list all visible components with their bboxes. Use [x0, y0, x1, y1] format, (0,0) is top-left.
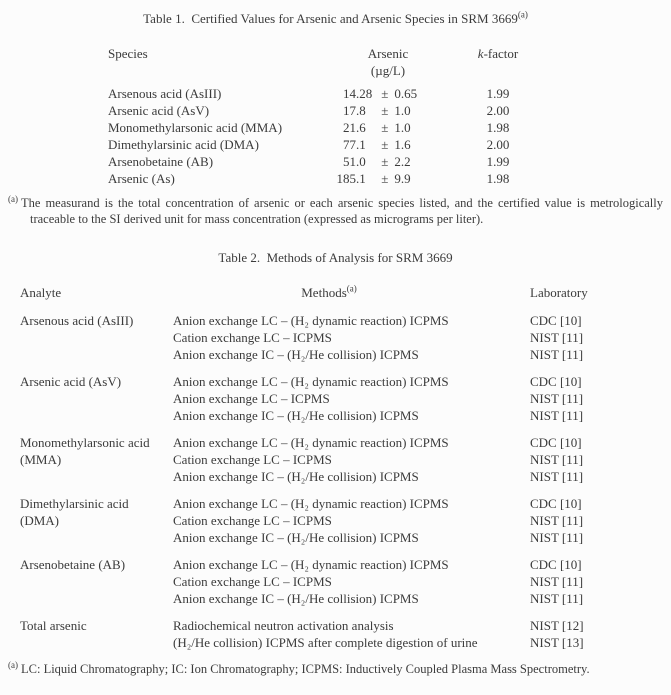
table1-row	[108, 102, 663, 119]
method-text: Anion exchange LC – (H₂ dynamic reaction) ICPMS	[173, 374, 449, 389]
laboratory-name: CDC [10]	[530, 374, 582, 389]
k-factor-value: 1.99	[486, 86, 510, 101]
method-entry	[173, 373, 650, 390]
method-text: Anion exchange IC – (H₂/He collision) ICPMS	[173, 530, 419, 545]
table2-body	[20, 312, 663, 651]
value-uncertainty: 2.2	[394, 154, 411, 169]
table2-footnote	[8, 661, 663, 677]
method-entry	[173, 495, 650, 512]
laboratory-name: NIST [11]	[530, 591, 584, 606]
method-text: Anion exchange IC – (H₂/He collision) ICPMS	[173, 408, 419, 423]
table2-header-methods	[173, 284, 485, 301]
table1-header-arsenic-label: Arsenic	[367, 46, 409, 61]
analyte-group	[20, 434, 663, 485]
analyte-name: Monomethylarsonic acid (MMA)	[20, 435, 150, 467]
method-entry	[173, 617, 650, 634]
arsenic-value	[318, 119, 458, 136]
value-fraction: 6	[359, 120, 366, 135]
value-decimal-point: .	[356, 137, 360, 152]
table1-header-kfactor-k: k	[477, 46, 484, 61]
table2-header-analyte: Analyte	[20, 285, 62, 300]
arsenic-value	[318, 136, 458, 153]
method-text: Cation exchange LC – ICPMS	[173, 330, 332, 345]
table1-title-text: Table 1. Certified Values for Arsenic and Arsenic Species in SRM 3669	[143, 11, 518, 26]
table2-footnote-text: LC: Liquid Chromatography; IC: Ion Chromatography; ICPMS: Inductively Coupled Plasma Mass Spectrometry.	[21, 662, 590, 676]
analyte-name: Arsenous acid (AsIII)	[20, 313, 134, 328]
value-fraction: 0	[359, 154, 366, 169]
method-entry	[173, 512, 650, 529]
method-entry	[173, 346, 650, 363]
table2-title: Table 2. Methods of Analysis for SRM 3669	[218, 250, 453, 265]
method-entry	[173, 556, 650, 573]
value-fraction: 1	[359, 171, 366, 186]
table1-footnote-marker: (a)	[8, 193, 18, 204]
table1-header-row	[108, 45, 663, 79]
laboratory-name: NIST [13]	[530, 635, 584, 650]
laboratory-name: NIST [11]	[530, 469, 584, 484]
laboratory-name: NIST [11]	[530, 574, 584, 589]
method-text: Cation exchange LC – ICPMS	[173, 513, 332, 528]
plus-minus-sign: ±	[381, 171, 389, 186]
analyte-group	[20, 495, 663, 546]
laboratory-name: CDC [10]	[530, 496, 582, 511]
species-name: Arsenobetaine (AB)	[108, 154, 214, 169]
value-integer: 14	[343, 86, 356, 101]
analyte-group	[20, 556, 663, 607]
value-uncertainty: 0.65	[394, 86, 418, 101]
value-decimal-point: .	[356, 171, 360, 186]
value-integer: 51	[343, 154, 356, 169]
value-uncertainty: 1.6	[394, 137, 411, 152]
table1-header-kfactor-rest: -factor	[483, 46, 519, 61]
table1-header-arsenic-unit: (µg/L)	[370, 63, 406, 78]
value-fraction: 8	[359, 103, 366, 118]
method-entry	[173, 634, 650, 651]
species-name: Arsenous acid (AsIII)	[108, 86, 222, 101]
analyte-group	[20, 312, 663, 363]
method-entries	[173, 434, 650, 485]
table1-footnote-text: The measurand is the total concentration of arsenic or each arsenic species listed, and the certified value is metrologically traceable to the SI derived unit for mass concentration (expressed as micrograms per liter).	[21, 196, 663, 226]
method-entries	[173, 312, 650, 363]
laboratory-name: NIST [11]	[530, 513, 584, 528]
value-uncertainty: 9.9	[394, 171, 411, 186]
plus-minus-sign: ±	[381, 154, 389, 169]
analyte-name: Dimethylarsinic acid (DMA)	[20, 496, 129, 528]
analyte-name: Total arsenic	[20, 618, 87, 633]
value-fraction: 1	[359, 137, 366, 152]
value-decimal-point: .	[356, 154, 360, 169]
method-text: Anion exchange IC – (H₂/He collision) ICPMS	[173, 347, 419, 362]
plus-minus-sign: ±	[381, 137, 389, 152]
method-text: Radiochemical neutron activation analysis	[173, 618, 394, 633]
value-integer: 185	[336, 171, 356, 186]
analyte-name: Arsenic acid (AsV)	[20, 374, 122, 389]
table2-header-methods-footnote-marker: (a)	[346, 283, 357, 294]
table1-title-footnote-marker: (a)	[517, 9, 528, 20]
laboratory-name: NIST [11]	[530, 530, 584, 545]
method-entries	[173, 617, 650, 651]
species-name: Arsenic (As)	[108, 171, 175, 186]
method-entry	[173, 573, 650, 590]
table1-header-species: Species	[108, 46, 148, 61]
k-factor-value: 1.98	[486, 120, 510, 135]
arsenic-value	[318, 102, 458, 119]
method-text: Anion exchange LC – (H₂ dynamic reaction) ICPMS	[173, 313, 449, 328]
laboratory-name: NIST [11]	[530, 452, 584, 467]
value-fraction: 28	[359, 86, 373, 101]
method-text: Anion exchange LC – (H₂ dynamic reaction) ICPMS	[173, 435, 449, 450]
method-text: Anion exchange IC – (H₂/He collision) ICPMS	[173, 591, 419, 606]
laboratory-name: NIST [11]	[530, 330, 584, 345]
table1-row	[108, 119, 663, 136]
arsenic-value	[318, 153, 458, 170]
species-name: Dimethylarsinic acid (DMA)	[108, 137, 259, 152]
method-entry	[173, 407, 650, 424]
k-factor-value: 1.98	[486, 171, 510, 186]
method-text: Anion exchange IC – (H₂/He collision) ICPMS	[173, 469, 419, 484]
method-entries	[173, 556, 650, 607]
method-text: (H₂/He collision) ICPMS after complete digestion of urine	[173, 635, 478, 650]
table1-row	[108, 153, 663, 170]
k-factor-value: 2.00	[486, 103, 510, 118]
value-decimal-point: .	[356, 86, 360, 101]
method-text: Anion exchange LC – (H₂ dynamic reaction) ICPMS	[173, 496, 449, 511]
laboratory-name: CDC [10]	[530, 313, 582, 328]
table1-row	[108, 85, 663, 102]
laboratory-name: NIST [12]	[530, 618, 584, 633]
laboratory-name: NIST [11]	[530, 391, 584, 406]
method-entry	[173, 529, 650, 546]
value-uncertainty: 1.0	[394, 103, 411, 118]
plus-minus-sign: ±	[381, 120, 389, 135]
value-integer: 17	[343, 103, 356, 118]
species-name: Monomethylarsonic acid (MMA)	[108, 120, 283, 135]
arsenic-value	[318, 170, 458, 187]
k-factor-value: 2.00	[486, 137, 510, 152]
method-entry	[173, 590, 650, 607]
method-text: Cation exchange LC – ICPMS	[173, 452, 332, 467]
method-entry	[173, 434, 650, 451]
method-entry	[173, 468, 650, 485]
plus-minus-sign: ±	[381, 86, 389, 101]
value-decimal-point: .	[356, 120, 360, 135]
table1-title	[8, 10, 663, 27]
method-entry	[173, 329, 650, 346]
k-factor-value: 1.99	[486, 154, 510, 169]
arsenic-value	[318, 85, 458, 102]
laboratory-name: CDC [10]	[530, 435, 582, 450]
method-entries	[173, 373, 650, 424]
table2-header-row	[20, 284, 663, 301]
table1-body	[108, 85, 663, 187]
table1-header-kfactor	[458, 45, 538, 62]
method-entry	[173, 390, 650, 407]
method-entry	[173, 312, 650, 329]
plus-minus-sign: ±	[381, 103, 389, 118]
analyte-group	[20, 617, 663, 651]
table2-header-laboratory: Laboratory	[530, 285, 588, 300]
table2	[8, 284, 663, 651]
value-integer: 77	[343, 137, 356, 152]
method-text: Anion exchange LC – ICPMS	[173, 391, 330, 406]
table1-footnote	[8, 195, 663, 227]
table2-header-methods-text: Methods	[301, 285, 347, 300]
table1	[108, 45, 663, 187]
value-integer: 21	[343, 120, 356, 135]
method-entry	[173, 451, 650, 468]
table1-row	[108, 136, 663, 153]
table1-header-arsenic	[318, 45, 458, 79]
value-decimal-point: .	[356, 103, 360, 118]
value-uncertainty: 1.0	[394, 120, 411, 135]
method-text: Anion exchange LC – (H₂ dynamic reaction) ICPMS	[173, 557, 449, 572]
laboratory-name: CDC [10]	[530, 557, 582, 572]
table2-footnote-marker: (a)	[8, 659, 18, 670]
analyte-group	[20, 373, 663, 424]
laboratory-name: NIST [11]	[530, 408, 584, 423]
method-text: Cation exchange LC – ICPMS	[173, 574, 332, 589]
laboratory-name: NIST [11]	[530, 347, 584, 362]
method-entries	[173, 495, 650, 546]
analyte-name: Arsenobetaine (AB)	[20, 557, 126, 572]
table1-row	[108, 170, 663, 187]
species-name: Arsenic acid (AsV)	[108, 103, 210, 118]
